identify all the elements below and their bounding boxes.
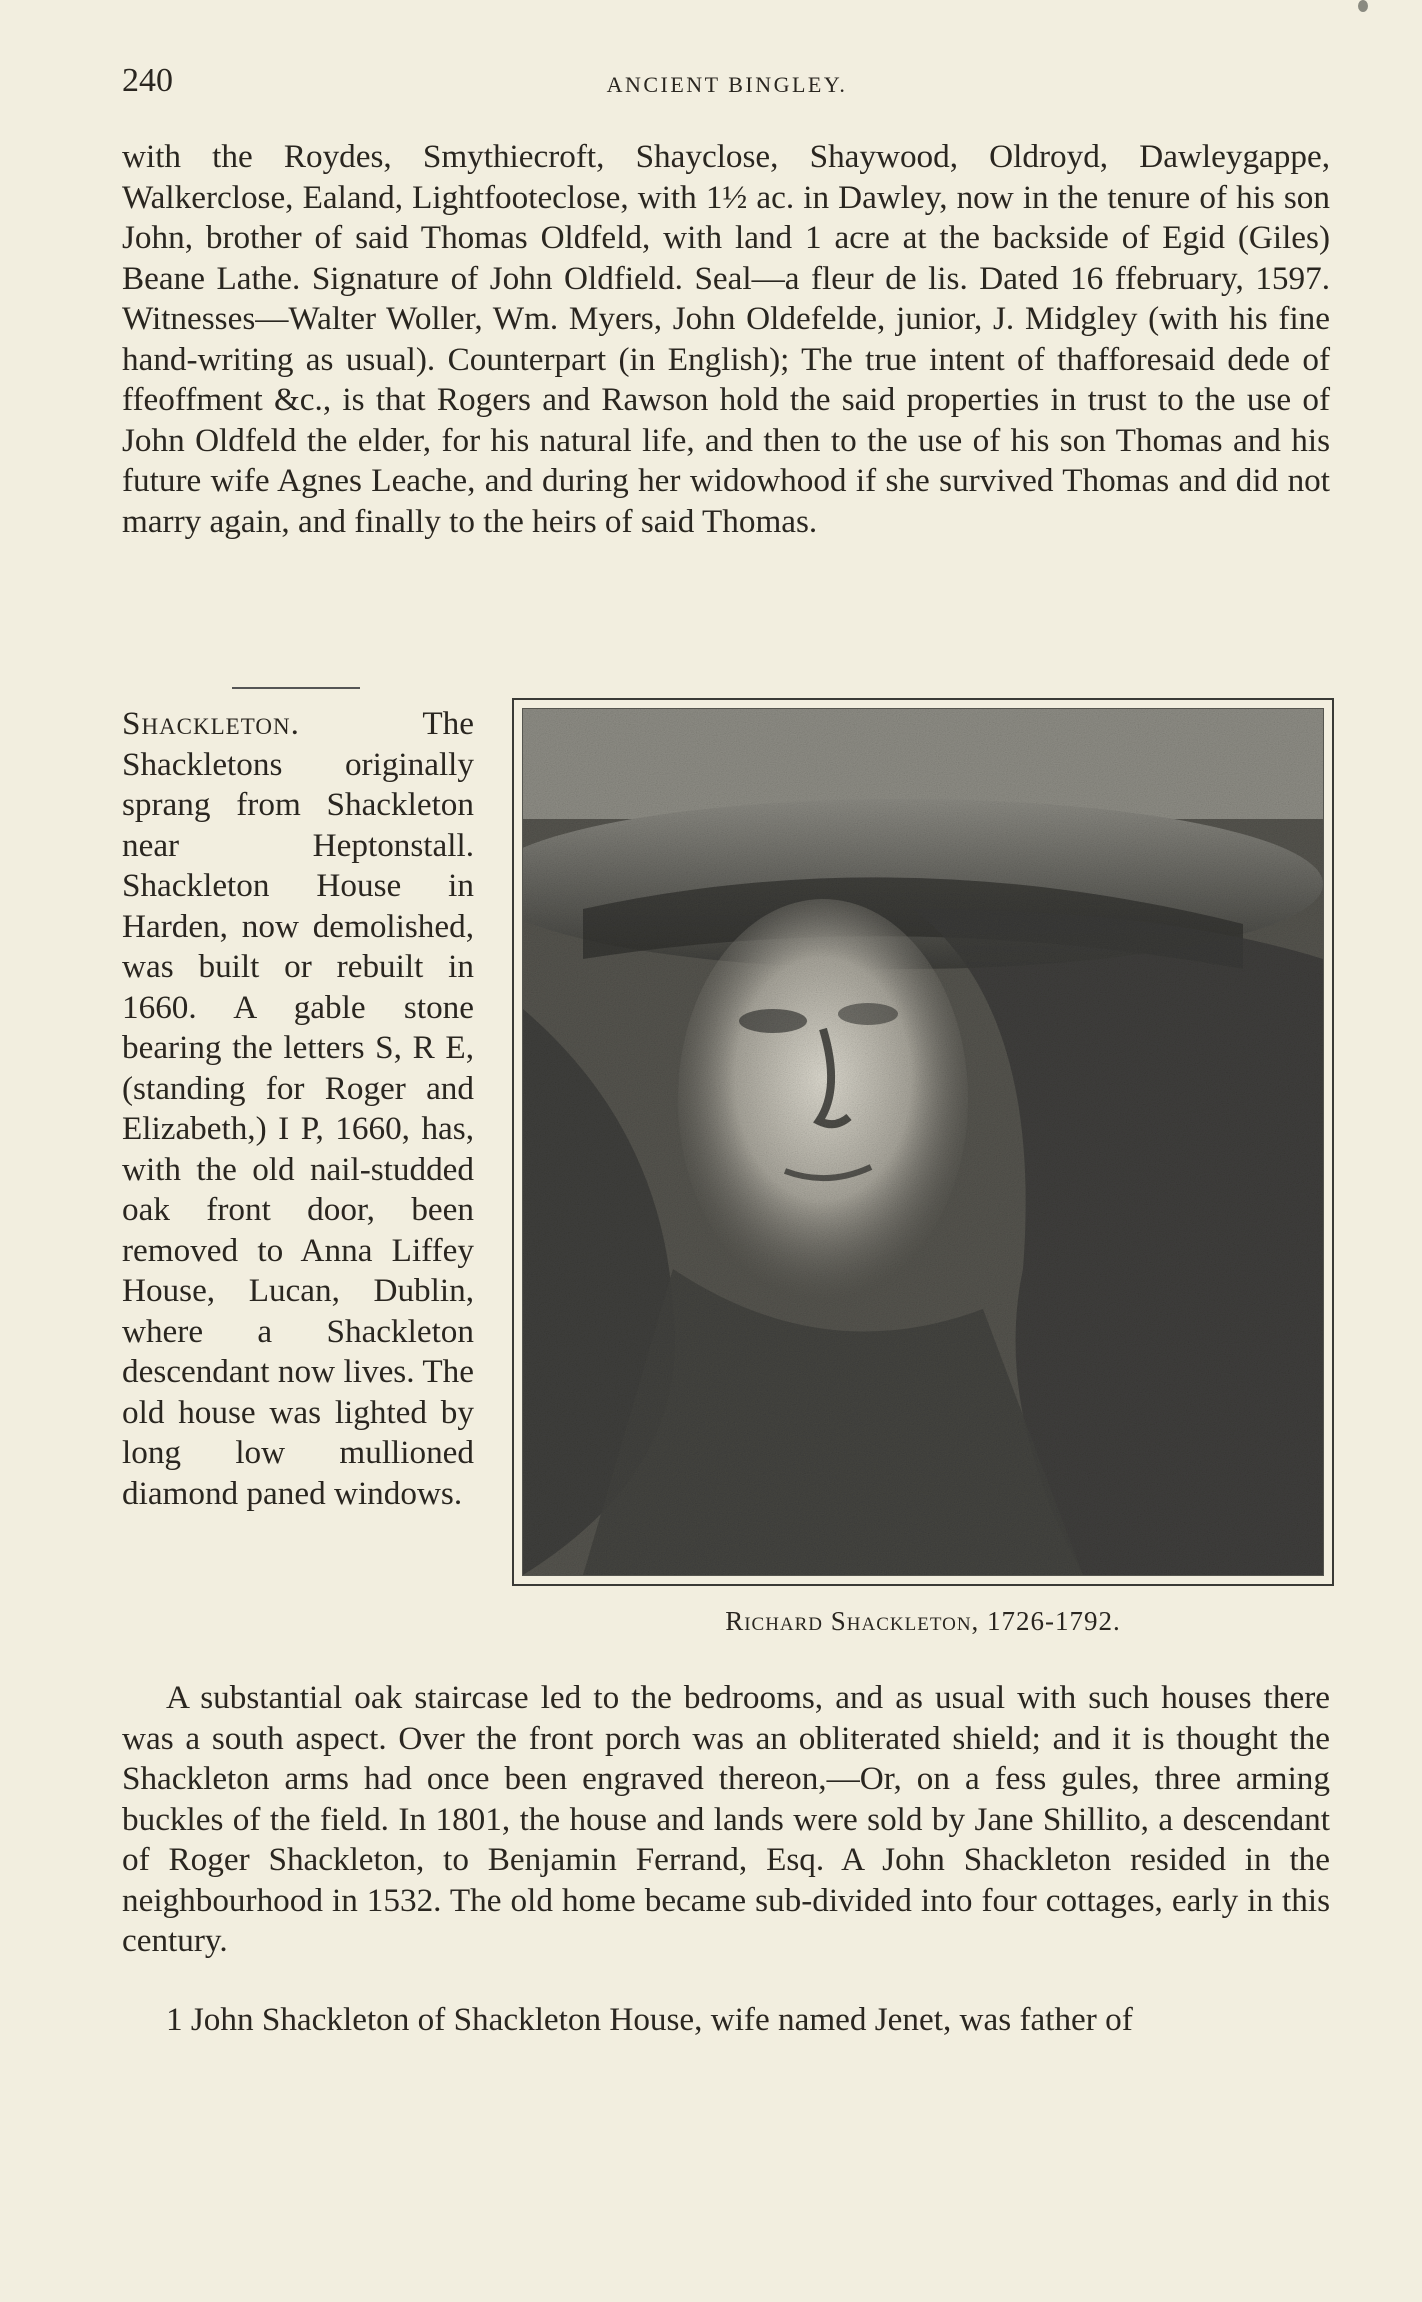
section-divider [232,687,360,689]
caption-text: Richard Shackleton, 1726-1792. [725,1606,1121,1636]
running-title: ANCIENT BINGLEY. [606,72,848,97]
portrait-figure [512,698,1334,1588]
portrait-engraving [523,709,1323,1575]
paragraph-staircase [122,1678,1330,1962]
portrait-image [522,708,1324,1576]
paragraph-continued: with the Roydes, Smythiecroft, Shayclose, Shaywood, Oldroyd, Dawleygappe, Walkerclose, Ealand, Lightfooteclose, with 1½ ac. in Dawley, now in the tenure of his son John, brother of said Thomas Oldfeld, with land 1 acre at the backside of Egid (Giles) Beane Lathe. Signature of John Oldfield. Seal—a fleur de lis. Dated 16 ffebruary, 1597. Witnesses—Walter Woller, Wm. Myers, John Oldefelde, junior, J. Midgley (with his fine hand-writing as usual). Counterpart (in English); The true intent of thafforesaid dede of ffeoffment &c., is that Rogers and Rawson hold the said properties in trust to the use of John Oldfeld the elder, for his natural life, and then to the use of his son Thomas and his future wife Agnes Leache, and during her widowhood if she survived Thomas and did not marry again, and finally to the heirs of said Thomas. [122,138,1330,540]
page-header [122,62,1332,102]
paragraph-genealogy [122,2000,1330,2041]
page-number: 240 [122,62,173,99]
portrait-frame [512,698,1334,1586]
shackleton-section [122,704,474,1514]
figure-caption [512,1606,1334,1637]
paragraph-staircase-text: A substantial oak staircase led to the bedrooms, and as usual with such houses there was a south aspect. Over the front porch was an obliterated shield; and it is thought the Shackleton arms had once been engraved thereon,—Or, on a fess gules, three arming buckles of the field. In 1801, the house and lands were sold by Jane Shillito, a descendant of Roger Shackleton, to Benjamin Ferrand, Esq. A John Shackleton resided in the neighbourhood in 1532. The old home became sub-divided into four cottages, early in this century. [122,1679,1330,1959]
section-text: The Shackletons originally sprang from Shackleton near Heptonstall. Shackleton House in Harden, now demolished, was built or rebuilt in 1660. A gable stone bearing the letters S, R E, (standing for Roger and Elizabeth,) I P, 1660, has, with the old nail-studded oak front door, been removed to Anna Liffey House, Lucan, Dublin, where a Shackleton descendant now lives. The old house was lighted by long low mullioned diamond paned windows. [122,705,474,1512]
paragraph-genealogy-text: 1 John Shackleton of Shackleton House, wife named Jenet, was father of [166,2001,1133,2038]
page-mark [1358,0,1368,12]
section-heading: Shackleton. [122,705,300,742]
